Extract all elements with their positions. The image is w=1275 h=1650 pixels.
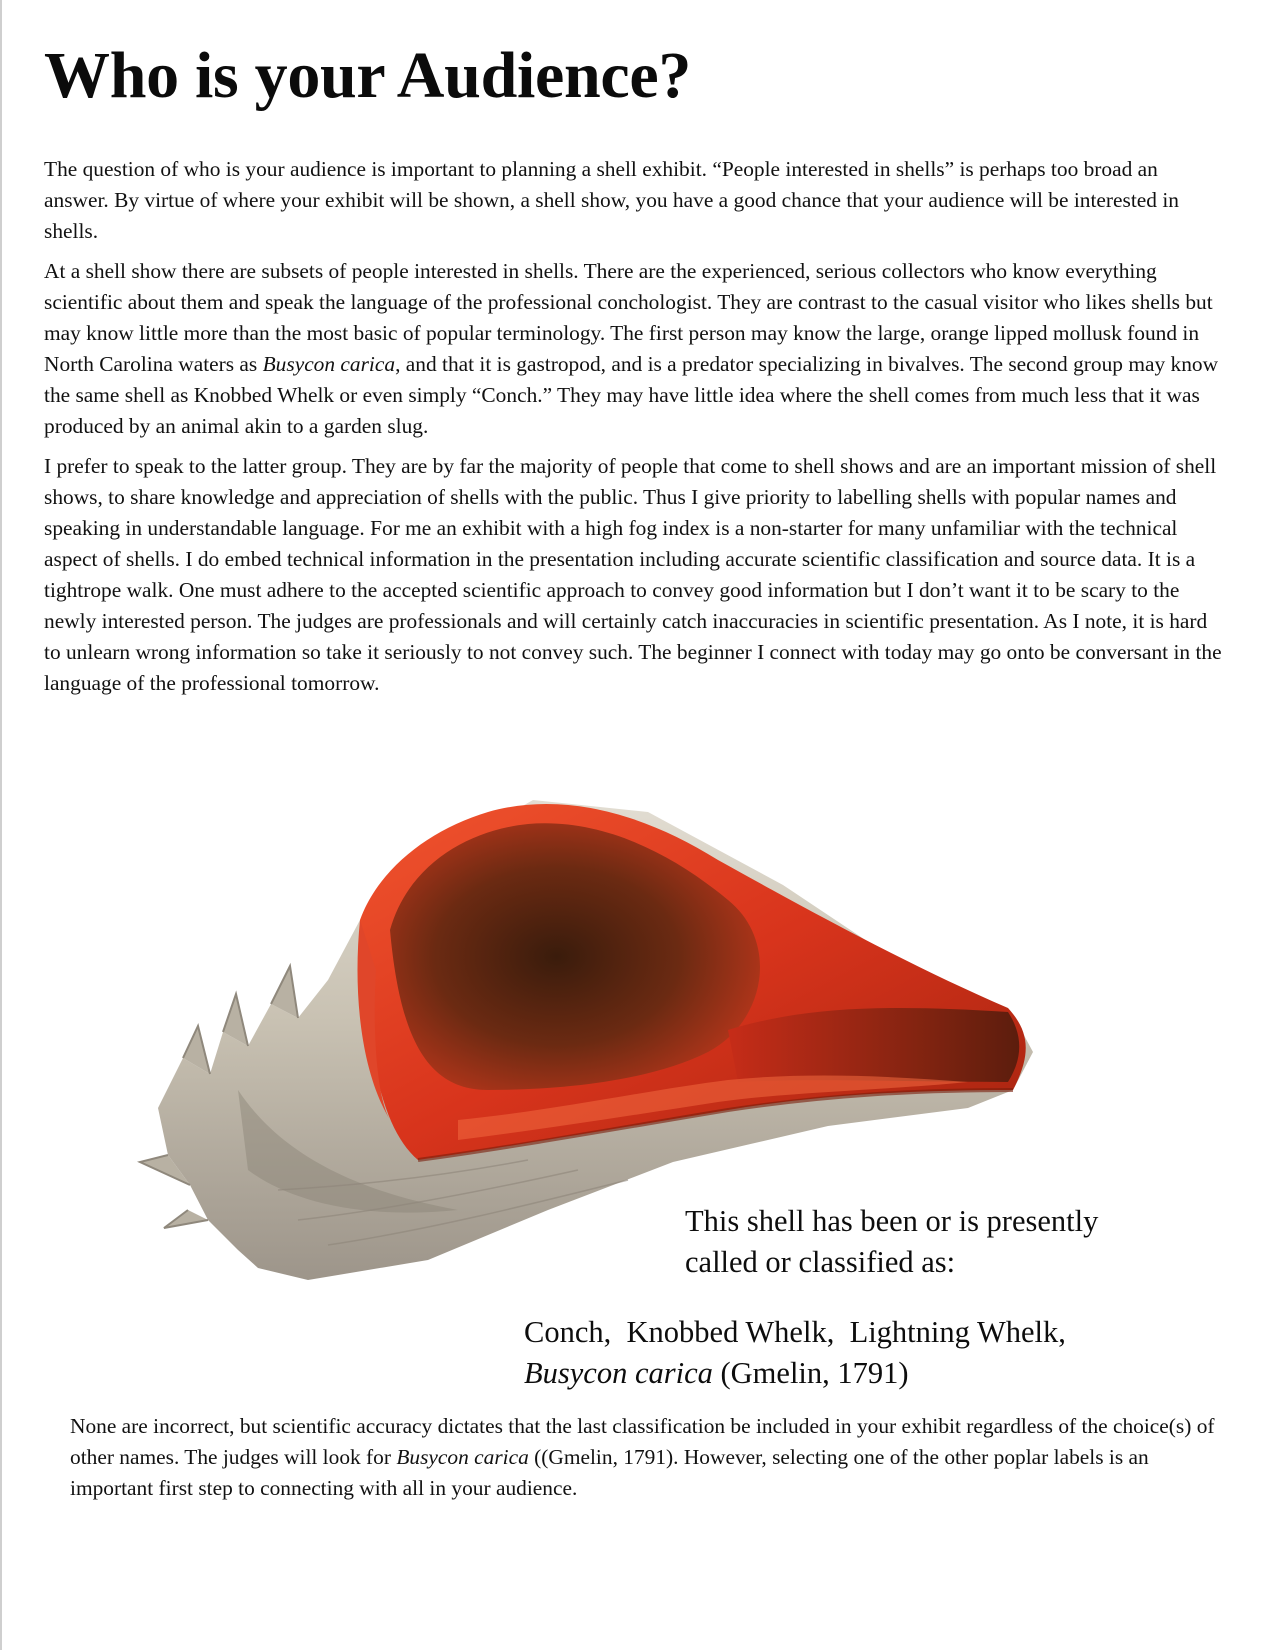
closing-note — [70, 1411, 1230, 1504]
paragraph-3: I prefer to speak to the latter group. They are by far the majority of people that come to shell shows and are an important mission of shell shows, to share knowledge and appreciation of shells with the public. Thus I give priority to labelling shells with popular names and speaking in understandable language. For me an exhibit with a high fog index is a non-starter for many unfamiliar with the technical aspect of shells. I do embed technical information in the presentation including accurate scientific classification and source data. It is a tightrope walk. One must adhere to the accepted scientific approach to convey good information but I don’t want it to be scary to the newly interested person. The judges are professionals and will certainly catch inaccuracies in scientific presentation. As I note, it is hard to unlearn wrong information so take it seriously to not convey such. The beginner I connect with today may go onto be conversant in the language of the professional tomorrow. — [44, 454, 1222, 695]
paragraph-2-text-start: At a shell show there are subsets of people interested in shells. There are the experienced, serious collectors who know everything scientific about them and speak the language of the professional conchologist. They are contrast to the casual visitor who likes shells but may know little more than the most basic of popular terminology. The first person may know the large, orange lipped mollusk found in North Carolina waters as — [44, 259, 1213, 376]
closing-note-text-end: ((Gmelin, 1791). However, selecting one of the other poplar labels is an important first step to connecting with all in your audience. — [70, 1445, 1149, 1500]
species-authority: (Gmelin, 1791) — [712, 1356, 909, 1390]
paragraph-2-species-name: Busycon carica — [262, 352, 396, 376]
paragraph-2-text-end: , and that it is gastropod, and is a predator specializing in bivalves. The second group may know the same shell as Knobbed Whelk or even simply “Conch.” They may have little idea where the shell comes from much less that it was produced by an animal akin to a garden slug. — [44, 352, 1219, 438]
shell-siphonal-canal — [728, 1008, 1019, 1082]
paragraph-2 — [44, 256, 1224, 442]
common-names-list: Conch, Knobbed Whelk, Lightning Whelk, — [524, 1315, 1066, 1349]
paragraph-1: The question of who is your audience is important to planning a shell exhibit. “People interested in shells” is perhaps too broad an answer. By virtue of where your exhibit will be shown, a shell show, you have a good chance that your audience will be interested in shells. — [44, 157, 1179, 243]
closing-note-species-name: Busycon carica — [396, 1445, 529, 1469]
figure-caption-line-1: This shell has been or is presently — [685, 1204, 1099, 1238]
closing-note-text-start: None are incorrect, but scientific accuracy dictates that the last classification be included in your exhibit regardless of the choice(s) of other names. The judges will look for — [70, 1414, 1215, 1469]
page-edge-rule — [0, 0, 2, 1650]
figure-caption-line-2: called or classified as: — [685, 1245, 956, 1279]
page-title: Who is your Audience? — [44, 39, 692, 112]
article-body — [44, 154, 1224, 708]
figure-caption-names — [524, 1312, 1224, 1394]
figure-caption-intro — [685, 1201, 1245, 1283]
scientific-name: Busycon carica — [524, 1356, 713, 1390]
